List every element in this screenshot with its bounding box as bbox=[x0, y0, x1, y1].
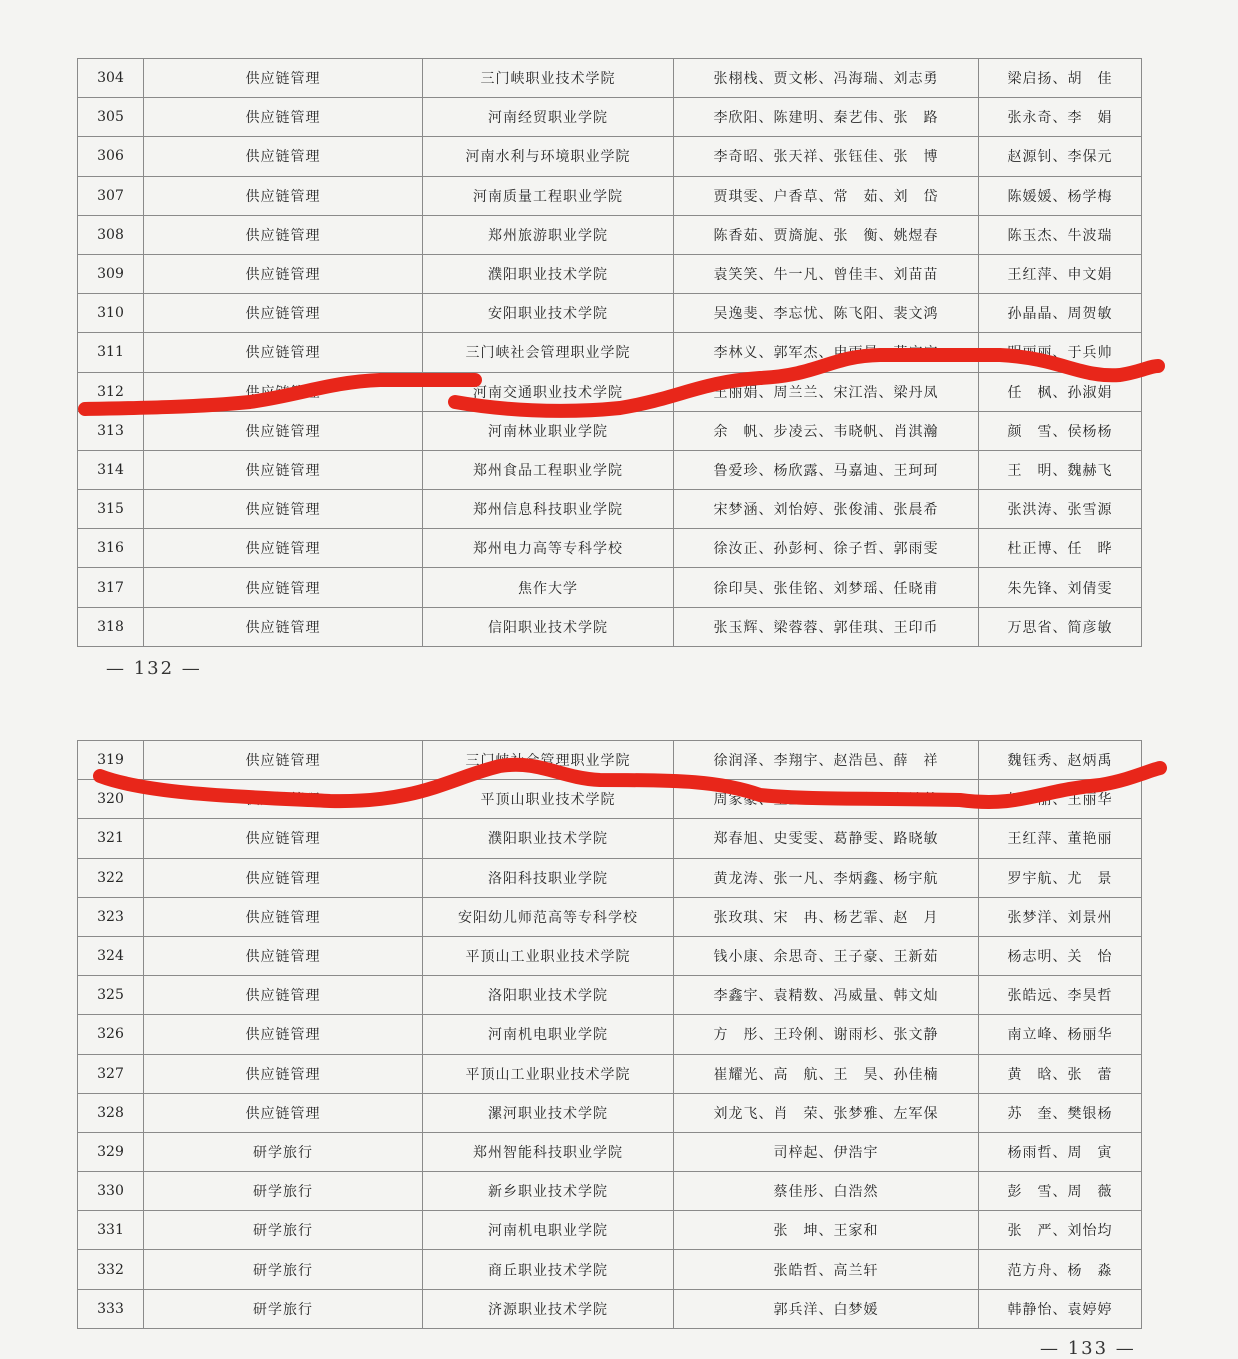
row-number: 317 bbox=[78, 568, 144, 607]
advisors: 朱先锋、刘倩雯 bbox=[979, 568, 1142, 607]
team-members: 宋梦涵、刘怡婷、张俊浦、张晨希 bbox=[674, 490, 979, 529]
project-name: 供应链管理 bbox=[144, 372, 423, 411]
team-members: 李奇昭、张天祥、张钰佳、张 博 bbox=[674, 137, 979, 176]
team-members: 陈香茹、贾旖旎、张 衡、姚煜春 bbox=[674, 215, 979, 254]
school-name: 安阳幼儿师范高等专科学校 bbox=[423, 897, 674, 936]
school-name: 三门峡社会管理职业学院 bbox=[423, 741, 674, 780]
advisors: 王红萍、董艳丽 bbox=[979, 819, 1142, 858]
team-members: 鲁爱珍、杨欣露、马嘉迪、王珂珂 bbox=[674, 450, 979, 489]
school-name: 三门峡职业技术学院 bbox=[423, 59, 674, 98]
table-row bbox=[78, 450, 1142, 489]
table-row bbox=[78, 176, 1142, 215]
team-members: 刘龙飞、肖 荣、张梦雅、左军保 bbox=[674, 1093, 979, 1132]
advisors: 陈玉杰、牛波瑞 bbox=[979, 215, 1142, 254]
advisors: 杨志明、关 怡 bbox=[979, 936, 1142, 975]
advisors: 王红萍、申文娟 bbox=[979, 254, 1142, 293]
page-number: — 133 — bbox=[1040, 1338, 1136, 1359]
page-number: — 132 — bbox=[106, 658, 202, 679]
table-row bbox=[78, 936, 1142, 975]
advisors: 杨雨哲、周 寅 bbox=[979, 1132, 1142, 1171]
table-row bbox=[78, 607, 1142, 646]
advisors: 魏钰秀、赵炳禹 bbox=[979, 741, 1142, 780]
school-name: 河南质量工程职业学院 bbox=[423, 176, 674, 215]
row-number: 329 bbox=[78, 1132, 144, 1171]
advisors: 范方舟、杨 淼 bbox=[979, 1250, 1142, 1289]
row-number: 314 bbox=[78, 450, 144, 489]
advisors: 韩静怡、袁婷婷 bbox=[979, 1289, 1142, 1328]
table-row bbox=[78, 897, 1142, 936]
row-number: 320 bbox=[78, 780, 144, 819]
school-name: 濮阳职业技术学院 bbox=[423, 819, 674, 858]
row-number: 316 bbox=[78, 529, 144, 568]
table-row bbox=[78, 819, 1142, 858]
project-name: 供应链管理 bbox=[144, 819, 423, 858]
team-members: 张玫琪、宋 冉、杨艺霏、赵 月 bbox=[674, 897, 979, 936]
advisors: 万思省、简彦敏 bbox=[979, 607, 1142, 646]
project-name: 供应链管理 bbox=[144, 936, 423, 975]
project-name: 研学旅行 bbox=[144, 1172, 423, 1211]
advisors: 张皓远、李昊哲 bbox=[979, 976, 1142, 1015]
table-row bbox=[78, 294, 1142, 333]
school-name: 平顶山职业技术学院 bbox=[423, 780, 674, 819]
school-name: 郑州智能科技职业学院 bbox=[423, 1132, 674, 1171]
school-name: 济源职业技术学院 bbox=[423, 1289, 674, 1328]
project-name: 供应链管理 bbox=[144, 976, 423, 1015]
school-name: 新乡职业技术学院 bbox=[423, 1172, 674, 1211]
project-name: 研学旅行 bbox=[144, 1132, 423, 1171]
roster-table-bottom bbox=[77, 740, 1142, 1329]
table-row bbox=[78, 1289, 1142, 1328]
team-members: 郭兵洋、白梦媛 bbox=[674, 1289, 979, 1328]
row-number: 313 bbox=[78, 411, 144, 450]
table-row bbox=[78, 1054, 1142, 1093]
advisors: 张梦洋、刘景州 bbox=[979, 897, 1142, 936]
team-members: 李欣阳、陈建明、秦艺伟、张 路 bbox=[674, 98, 979, 137]
project-name: 供应链管理 bbox=[144, 1015, 423, 1054]
row-number: 309 bbox=[78, 254, 144, 293]
project-name: 供应链管理 bbox=[144, 215, 423, 254]
project-name: 供应链管理 bbox=[144, 1093, 423, 1132]
row-number: 324 bbox=[78, 936, 144, 975]
table-row bbox=[78, 858, 1142, 897]
team-members: 崔耀光、高 航、王 昊、孙佳楠 bbox=[674, 1054, 979, 1093]
school-name: 河南经贸职业学院 bbox=[423, 98, 674, 137]
team-members: 袁笑笑、牛一凡、曾佳丰、刘苗苗 bbox=[674, 254, 979, 293]
project-name: 供应链管理 bbox=[144, 858, 423, 897]
row-number: 328 bbox=[78, 1093, 144, 1132]
row-number: 318 bbox=[78, 607, 144, 646]
team-members: 黄龙涛、张一凡、李炳鑫、杨宇航 bbox=[674, 858, 979, 897]
school-name: 郑州旅游职业学院 bbox=[423, 215, 674, 254]
school-name: 三门峡社会管理职业学院 bbox=[423, 333, 674, 372]
project-name: 供应链管理 bbox=[144, 897, 423, 936]
advisors: 孙晶晶、周贺敏 bbox=[979, 294, 1142, 333]
team-members: 张玉辉、梁蓉蓉、郭佳琪、王印币 bbox=[674, 607, 979, 646]
row-number: 319 bbox=[78, 741, 144, 780]
team-members: 钱小康、余思奇、王子豪、王新茹 bbox=[674, 936, 979, 975]
team-members: 余 帆、步凌云、韦晓帆、肖淇瀚 bbox=[674, 411, 979, 450]
table-row bbox=[78, 333, 1142, 372]
team-members: 王丽娟、周兰兰、宋江浩、梁丹凤 bbox=[674, 372, 979, 411]
table-row bbox=[78, 780, 1142, 819]
team-members: 吴逸斐、李忘忧、陈飞阳、裴文鸿 bbox=[674, 294, 979, 333]
school-name: 商丘职业技术学院 bbox=[423, 1250, 674, 1289]
team-members: 张 坤、王家和 bbox=[674, 1211, 979, 1250]
row-number: 327 bbox=[78, 1054, 144, 1093]
row-number: 308 bbox=[78, 215, 144, 254]
advisors: 杜正博、任 晔 bbox=[979, 529, 1142, 568]
table-row bbox=[78, 529, 1142, 568]
team-members: 方 彤、王玲俐、谢雨杉、张文静 bbox=[674, 1015, 979, 1054]
school-name: 平顶山工业职业技术学院 bbox=[423, 936, 674, 975]
school-name: 安阳职业技术学院 bbox=[423, 294, 674, 333]
table-row bbox=[78, 1015, 1142, 1054]
school-name: 河南机电职业学院 bbox=[423, 1015, 674, 1054]
project-name: 供应链管理 bbox=[144, 333, 423, 372]
school-name: 信阳职业技术学院 bbox=[423, 607, 674, 646]
team-members: 徐印昊、张佳铭、刘梦瑶、任晓甫 bbox=[674, 568, 979, 607]
row-number: 333 bbox=[78, 1289, 144, 1328]
project-name: 供应链管理 bbox=[144, 529, 423, 568]
table-row bbox=[78, 137, 1142, 176]
project-name: 供应链管理 bbox=[144, 741, 423, 780]
school-name: 郑州电力高等专科学校 bbox=[423, 529, 674, 568]
table-row bbox=[78, 372, 1142, 411]
table-row bbox=[78, 1211, 1142, 1250]
team-members: 李林义、郭军杰、申雨晨、苗宁宁 bbox=[674, 333, 979, 372]
team-members: 徐润泽、李翔宇、赵浩邑、薛 祥 bbox=[674, 741, 979, 780]
advisors: 张 严、刘怡均 bbox=[979, 1211, 1142, 1250]
table-row bbox=[78, 411, 1142, 450]
advisors: 王 明、魏赫飞 bbox=[979, 450, 1142, 489]
table-row bbox=[78, 490, 1142, 529]
school-name: 河南机电职业学院 bbox=[423, 1211, 674, 1250]
project-name: 供应链管理 bbox=[144, 59, 423, 98]
roster-table-top bbox=[77, 58, 1142, 647]
school-name: 洛阳科技职业学院 bbox=[423, 858, 674, 897]
advisors: 罗宇航、尤 景 bbox=[979, 858, 1142, 897]
table-row bbox=[78, 1132, 1142, 1171]
project-name: 研学旅行 bbox=[144, 1211, 423, 1250]
school-name: 河南林业职业学院 bbox=[423, 411, 674, 450]
project-name: 供应链管理 bbox=[144, 780, 423, 819]
school-name: 郑州食品工程职业学院 bbox=[423, 450, 674, 489]
advisors: 陈媛媛、杨学梅 bbox=[979, 176, 1142, 215]
row-number: 330 bbox=[78, 1172, 144, 1211]
school-name: 洛阳职业技术学院 bbox=[423, 976, 674, 1015]
advisors: 张永奇、李 娟 bbox=[979, 98, 1142, 137]
row-number: 310 bbox=[78, 294, 144, 333]
project-name: 供应链管理 bbox=[144, 411, 423, 450]
row-number: 323 bbox=[78, 897, 144, 936]
row-number: 312 bbox=[78, 372, 144, 411]
project-name: 供应链管理 bbox=[144, 1054, 423, 1093]
project-name: 供应链管理 bbox=[144, 568, 423, 607]
team-members: 张皓哲、高兰轩 bbox=[674, 1250, 979, 1289]
table-row bbox=[78, 215, 1142, 254]
project-name: 供应链管理 bbox=[144, 490, 423, 529]
table-row bbox=[78, 568, 1142, 607]
advisors: 苏 奎、樊银杨 bbox=[979, 1093, 1142, 1132]
team-members: 司梓起、伊浩宇 bbox=[674, 1132, 979, 1171]
team-members: 蔡佳彤、白浩然 bbox=[674, 1172, 979, 1211]
project-name: 供应链管理 bbox=[144, 294, 423, 333]
team-members: 周家豪、王宝玉、李子怡、赵浩然 bbox=[674, 780, 979, 819]
team-members: 李鑫宇、袁精数、冯威量、韩文灿 bbox=[674, 976, 979, 1015]
advisors: 赵源钊、李保元 bbox=[979, 137, 1142, 176]
project-name: 供应链管理 bbox=[144, 137, 423, 176]
team-members: 贾琪雯、户香草、常 茹、刘 岱 bbox=[674, 176, 979, 215]
project-name: 研学旅行 bbox=[144, 1250, 423, 1289]
advisors: 杨 丽、王丽华 bbox=[979, 780, 1142, 819]
row-number: 304 bbox=[78, 59, 144, 98]
school-name: 平顶山工业职业技术学院 bbox=[423, 1054, 674, 1093]
project-name: 供应链管理 bbox=[144, 607, 423, 646]
school-name: 漯河职业技术学院 bbox=[423, 1093, 674, 1132]
school-name: 郑州信息科技职业学院 bbox=[423, 490, 674, 529]
project-name: 供应链管理 bbox=[144, 98, 423, 137]
table-row bbox=[78, 741, 1142, 780]
project-name: 供应链管理 bbox=[144, 254, 423, 293]
advisors: 彭 雪、周 薇 bbox=[979, 1172, 1142, 1211]
advisors: 黄 晗、张 蕾 bbox=[979, 1054, 1142, 1093]
school-name: 河南交通职业技术学院 bbox=[423, 372, 674, 411]
project-name: 研学旅行 bbox=[144, 1289, 423, 1328]
row-number: 325 bbox=[78, 976, 144, 1015]
team-members: 郑春旭、史雯雯、葛静雯、路晓敏 bbox=[674, 819, 979, 858]
table-row bbox=[78, 1250, 1142, 1289]
row-number: 315 bbox=[78, 490, 144, 529]
row-number: 311 bbox=[78, 333, 144, 372]
advisors: 张洪涛、张雪源 bbox=[979, 490, 1142, 529]
table-row bbox=[78, 98, 1142, 137]
project-name: 供应链管理 bbox=[144, 450, 423, 489]
school-name: 焦作大学 bbox=[423, 568, 674, 607]
table-row bbox=[78, 976, 1142, 1015]
advisors: 明丽丽、于兵帅 bbox=[979, 333, 1142, 372]
row-number: 326 bbox=[78, 1015, 144, 1054]
advisors: 颜 雪、侯杨杨 bbox=[979, 411, 1142, 450]
row-number: 332 bbox=[78, 1250, 144, 1289]
table-row bbox=[78, 1093, 1142, 1132]
row-number: 321 bbox=[78, 819, 144, 858]
row-number: 331 bbox=[78, 1211, 144, 1250]
school-name: 濮阳职业技术学院 bbox=[423, 254, 674, 293]
advisors: 南立峰、杨丽华 bbox=[979, 1015, 1142, 1054]
row-number: 307 bbox=[78, 176, 144, 215]
project-name: 供应链管理 bbox=[144, 176, 423, 215]
team-members: 张栩栈、贾文彬、冯海瑞、刘志勇 bbox=[674, 59, 979, 98]
table-row bbox=[78, 59, 1142, 98]
advisors: 梁启扬、胡 佳 bbox=[979, 59, 1142, 98]
row-number: 306 bbox=[78, 137, 144, 176]
school-name: 河南水利与环境职业学院 bbox=[423, 137, 674, 176]
table-row bbox=[78, 1172, 1142, 1211]
row-number: 305 bbox=[78, 98, 144, 137]
row-number: 322 bbox=[78, 858, 144, 897]
team-members: 徐汝正、孙彭柯、徐子哲、郭雨雯 bbox=[674, 529, 979, 568]
advisors: 任 枫、孙淑娟 bbox=[979, 372, 1142, 411]
table-row bbox=[78, 254, 1142, 293]
